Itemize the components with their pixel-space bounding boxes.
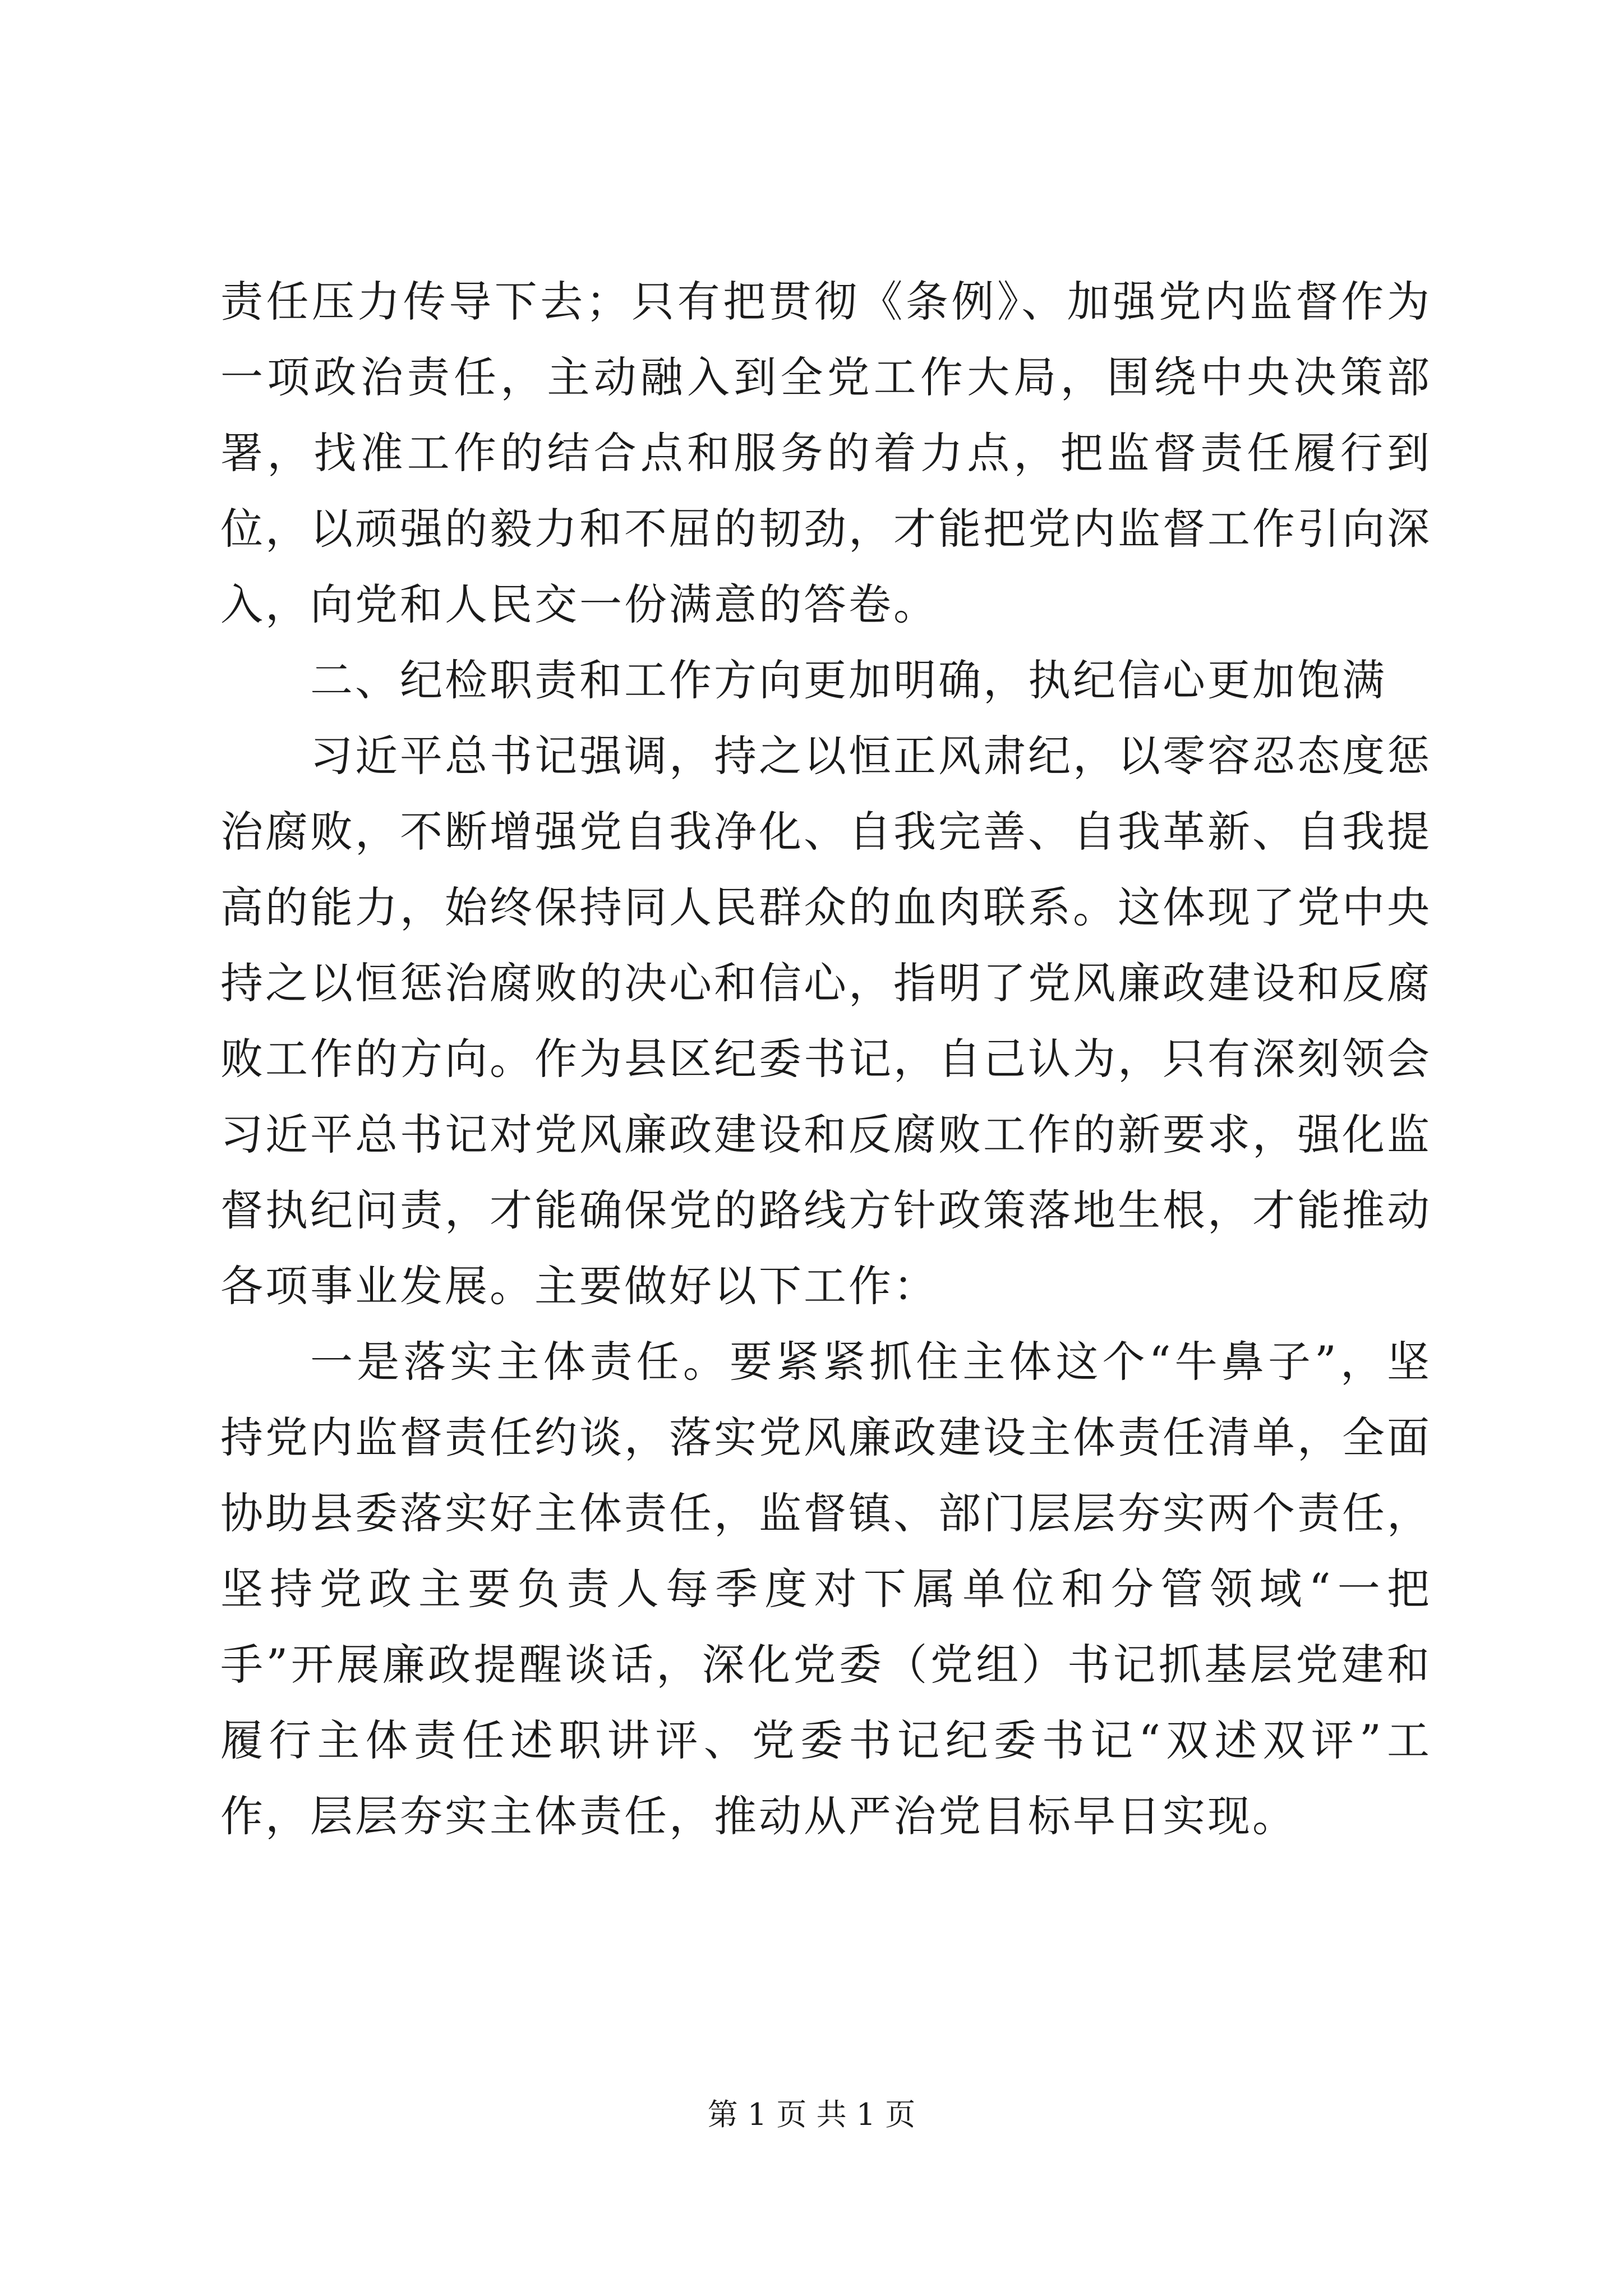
paragraph-4: 一是落实主体责任。要紧紧抓住主体这个“牛鼻子”，坚持党内监督责任约谈，落实党风廉政建设主体责任清单，全面协助县委落实好主体责任，监督镇、部门层层夯实两个责任，坚持党政主要负责人每季度对下属单位和分管领域“一把手”开展廉政提醒谈话，深化党委（党组）书记抓基层党建和履行主体责任述职讲评、党委书记纪委书记“双述双评”工作，层层夯实主体责任，推动从严治党目标早日实现。 (220, 1337, 1432, 1841)
paragraph-3: 习近平总书记强调，持之以恒正风肃纪，以零容忍态度惩治腐败，不断增强党自我净化、自我完善、自我革新、自我提高的能力，始终保持同人民群众的血肉联系。这体现了党中央持之以恒惩治腐败的决心和信心，指明了党风廉政建设和反腐败工作的方向。作为县区纪委书记，自己认为，只有深刻领会习近平总书记对党风廉政建设和反腐败工作的新要求，强化监督执纪问责，才能确保党的路线方针政策落地生根，才能推动各项事业发展。主要做好以下工作： (220, 731, 1432, 1311)
section-heading: 二、纪检职责和工作方向更加明确，执纪信心更加饱满 (310, 655, 1387, 705)
paragraph-1: 责任压力传导下去；只有把贯彻《条例》、加强党内监督作为一项政治责任，主动融入到全党工作大局，围绕中央决策部署，找准工作的结合点和服务的着力点，把监督责任履行到位，以顽强的毅力和不屈的韧劲，才能把党内监督工作引向深入，向党和人民交一份满意的答卷。 (220, 277, 1432, 629)
document-body (220, 264, 1432, 1854)
page-footer: 第 1 页 共 1 页 (707, 2097, 916, 2132)
